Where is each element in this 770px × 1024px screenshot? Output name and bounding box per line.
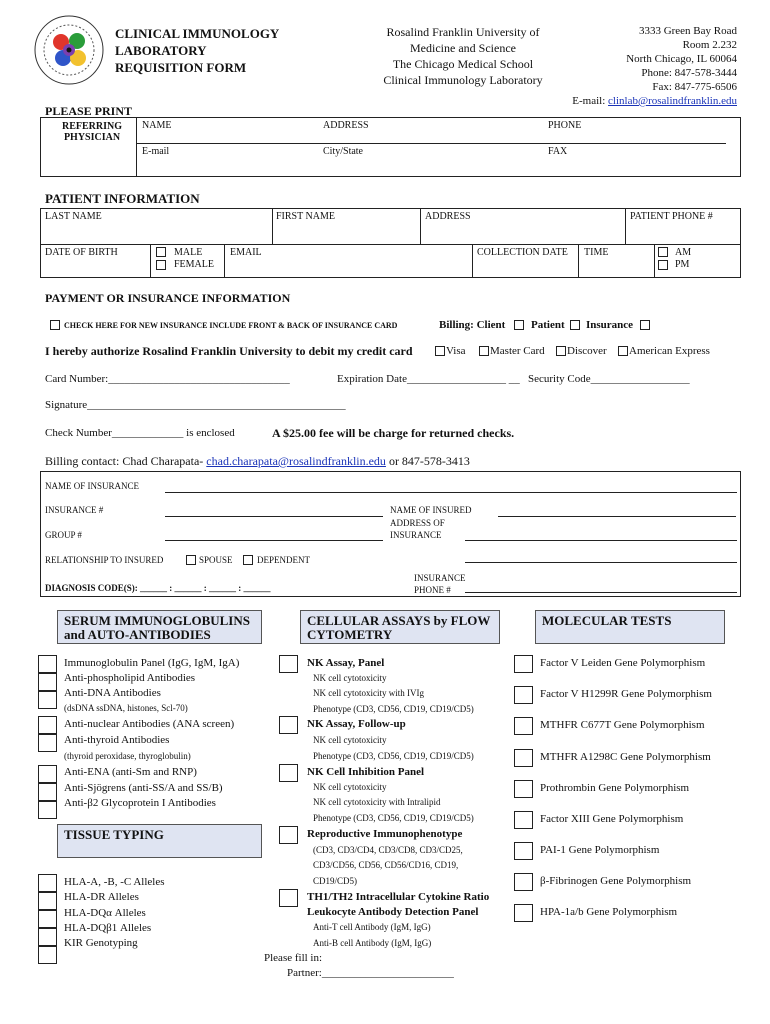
molecular-checkbox[interactable] — [514, 686, 533, 704]
pm-label: PM — [675, 259, 690, 270]
test-note: (dsDNA ssDNA, histones, Scl-70) — [64, 703, 188, 713]
billing-contact: Billing contact: Chad Charapata- chad.charapata@rosalindfranklin.edu or 847-578-3413 — [45, 454, 470, 468]
test-item: TH1/TH2 Intracellular Cytokine Ratio — [307, 891, 490, 903]
test-item: Factor XIII Gene Polymorphism — [540, 813, 684, 825]
test-item: Anti-β2 Glycoprotein I Antibodies — [64, 797, 216, 809]
nk-inhibition-checkbox[interactable] — [279, 764, 298, 782]
physician-fax-field[interactable]: FAX — [548, 146, 568, 157]
serum-group2-checkbox-b[interactable] — [38, 734, 57, 752]
molecular-checkbox[interactable] — [514, 655, 533, 673]
dependent-label: DEPENDENT — [257, 555, 310, 565]
amex-label: American Express — [629, 345, 710, 357]
patient-heading: PATIENT INFORMATION — [45, 191, 200, 206]
molecular-checkbox[interactable] — [514, 873, 533, 891]
spouse-label: SPOUSE — [199, 555, 233, 565]
test-note: Phenotype (CD3, CD56, CD19, CD19/CD5) — [313, 813, 474, 823]
new-insurance-checkbox[interactable] — [50, 320, 60, 330]
discover-label: Discover — [567, 345, 607, 357]
test-note: (CD3, CD3/CD4, CD3/CD8, CD3/CD25, — [313, 845, 463, 855]
female-label: FEMALE — [174, 259, 214, 270]
tissue-checkbox-a[interactable] — [38, 874, 57, 892]
patient-last-name-field[interactable]: LAST NAME — [45, 211, 102, 222]
pm-checkbox[interactable] — [658, 260, 668, 270]
molecular-checkbox[interactable] — [514, 811, 533, 829]
test-item: KIR Genotyping — [64, 937, 138, 949]
test-note: CD3/CD56, CD56, CD56/CD16, CD19, — [313, 860, 459, 870]
dependent-checkbox[interactable] — [243, 555, 253, 565]
molecular-checkbox[interactable] — [514, 842, 533, 860]
university-logo — [33, 14, 105, 86]
collection-date-field[interactable]: COLLECTION DATE — [477, 247, 568, 258]
test-item: Anti-Sjögrens (anti-SS/A and SS/B) — [64, 782, 223, 794]
billing-client-label: Billing: Client — [439, 319, 506, 331]
check-number-field[interactable]: Check Number_____________ is enclosed — [45, 427, 235, 439]
test-item: Anti-phospholipid Antibodies — [64, 672, 196, 684]
test-item: Anti-DNA Antibodies — [64, 687, 161, 699]
molecular-checkbox[interactable] — [514, 717, 533, 735]
billing-patient-label: Patient — [531, 319, 565, 331]
nk-followup-checkbox[interactable] — [279, 716, 298, 734]
insurance-number-field[interactable]: INSURANCE # — [45, 505, 104, 515]
security-code-field[interactable]: Security Code__________________ — [528, 373, 690, 385]
test-item: NK Assay, Panel — [307, 657, 385, 669]
test-item: HLA-A, -B, -C Alleles — [64, 876, 165, 888]
address-of-insurance-field[interactable]: ADDRESS OF INSURANCE — [390, 518, 445, 540]
tissue-checkbox-c[interactable] — [38, 910, 57, 928]
patient-dob-field[interactable]: DATE OF BIRTH — [45, 247, 118, 258]
expiration-field[interactable]: Expiration Date__________________ __ — [337, 373, 520, 385]
diagnosis-codes-field[interactable]: DIAGNOSIS CODE(S): ______ : ______ : ______ : ______ — [45, 583, 271, 593]
referring-physician-label: REFERRING PHYSICIAN — [62, 121, 123, 143]
test-note: NK cell cytotoxicity — [313, 673, 387, 683]
physician-email-field[interactable]: E-mail — [142, 146, 170, 157]
physician-address-field[interactable]: ADDRESS — [323, 120, 369, 131]
returned-check-fee: A $25.00 fee will be charge for returned checks. — [272, 426, 515, 440]
molecular-heading: MOLECULAR TESTS — [535, 610, 725, 644]
billing-patient-checkbox[interactable] — [570, 320, 580, 330]
test-note: NK cell cytotoxicity with Intralipid — [313, 797, 441, 807]
test-note: Anti-B cell Antibody (IgM, IgG) — [313, 938, 432, 948]
test-item: Immunoglobulin Panel (IgG, IgM, IgA) — [64, 657, 240, 669]
test-item: MTHFR A1298C Gene Polymorphism — [540, 751, 711, 763]
patient-address-field[interactable]: ADDRESS — [425, 211, 471, 222]
test-item: HLA-DQβ1 Alleles — [64, 922, 152, 934]
test-item: HLA-DR Alleles — [64, 891, 139, 903]
insurance-phone-field[interactable]: INSURANCE PHONE # — [414, 573, 466, 595]
test-item: Prothrombin Gene Polymorphism — [540, 782, 690, 794]
test-note: Phenotype (CD3, CD56, CD19, CD19/CD5) — [313, 704, 474, 714]
test-item: HLA-DQα Alleles — [64, 907, 146, 919]
serum-group3-checkbox-a[interactable] — [38, 765, 57, 783]
molecular-checkbox[interactable] — [514, 780, 533, 798]
test-item: MTHFR C677T Gene Polymorphism — [540, 719, 705, 731]
am-checkbox[interactable] — [658, 247, 668, 257]
test-item: NK Assay, Follow-up — [307, 718, 406, 730]
am-label: AM — [675, 247, 692, 258]
female-checkbox[interactable] — [156, 260, 166, 270]
billing-client-checkbox[interactable] — [514, 320, 524, 330]
mastercard-label: Master Card — [490, 345, 545, 357]
lab-address: 3333 Green Bay Road Room 2.232 North Chicago, IL 60064 Phone: 847-578-3444 Fax: 847-775-6506 E-mail: clinlab@rosalindfranklin.edu — [572, 25, 737, 107]
patient-first-name-field[interactable]: FIRST NAME — [276, 211, 335, 222]
billing-insurance-label: Insurance — [586, 319, 634, 331]
test-note: NK cell cytotoxicity — [313, 782, 387, 792]
spouse-checkbox[interactable] — [186, 555, 196, 565]
billing-insurance-checkbox[interactable] — [640, 320, 650, 330]
male-checkbox[interactable] — [156, 247, 166, 257]
card-number-field[interactable]: Card Number:_________________________________ — [45, 373, 290, 385]
physician-phone-field[interactable]: PHONE — [548, 120, 582, 131]
repro-checkbox[interactable] — [279, 826, 298, 844]
institution-block: Rosalind Franklin University of Medicine and Science The Chicago Medical School Clinical Immunology Laboratory — [383, 25, 543, 87]
test-item: Anti-thyroid Antibodies — [64, 734, 170, 746]
please-print: PLEASE PRINT — [45, 104, 133, 118]
time-field[interactable]: TIME — [584, 247, 609, 258]
patient-phone-field[interactable]: PATIENT PHONE # — [630, 211, 713, 222]
cellular-heading: CELLULAR ASSAYS by FLOW CYTOMETRY — [300, 610, 500, 644]
molecular-checkbox[interactable] — [514, 749, 533, 767]
relationship-label: RELATIONSHIP TO INSURED — [45, 555, 164, 565]
authorize-statement: I hereby authorize Rosalind Franklin University to debit my credit card — [45, 344, 413, 358]
test-note: NK cell cytotoxicity — [313, 735, 387, 745]
nk-panel-checkbox[interactable] — [279, 655, 298, 673]
payment-heading: PAYMENT OR INSURANCE INFORMATION — [45, 291, 291, 305]
partner-field[interactable]: Partner:________________________ — [287, 967, 454, 979]
physician-city-field[interactable]: City/State — [323, 146, 363, 157]
fill-in-label: Please fill in: — [264, 952, 323, 964]
amex-checkbox[interactable] — [618, 346, 628, 356]
serum-group3-checkbox-c[interactable] — [38, 801, 57, 819]
serum-group2-checkbox-a[interactable] — [38, 716, 57, 734]
th-ratio-checkbox[interactable] — [279, 889, 298, 907]
signature-field[interactable]: Signature_______________________________________________ — [45, 399, 346, 411]
serum-group1-checkbox-b[interactable] — [38, 673, 57, 691]
test-note: Phenotype (CD3, CD56, CD19, CD19/CD5) — [313, 751, 474, 761]
male-label: MALE — [174, 247, 203, 258]
test-item: HPA-1a/b Gene Polymorphism — [540, 906, 678, 918]
group-number-field[interactable]: GROUP # — [45, 530, 82, 540]
patient-email-field[interactable]: EMAIL — [230, 247, 262, 258]
new-insurance-label: CHECK HERE FOR NEW INSURANCE INCLUDE FRONT & BACK OF INSURANCE CARD — [64, 321, 398, 330]
insurance-name-field[interactable]: NAME OF INSURANCE — [45, 481, 140, 491]
serum-heading: SERUM IMMUNOGLOBULINS and AUTO-ANTIBODIES — [57, 610, 262, 644]
tissue-checkbox-e[interactable] — [38, 946, 57, 964]
tissue-checkbox-d[interactable] — [38, 928, 57, 946]
test-note: CD19/CD5) — [313, 876, 358, 886]
tissue-heading: TISSUE TYPING — [57, 824, 262, 858]
visa-label: Visa — [446, 345, 466, 357]
test-item: Factor V Leiden Gene Polymorphism — [540, 657, 706, 669]
test-item: β-Fibrinogen Gene Polymorphism — [540, 875, 692, 887]
discover-checkbox[interactable] — [556, 346, 566, 356]
molecular-checkbox[interactable] — [514, 904, 533, 922]
serum-group3-checkbox-b[interactable] — [38, 783, 57, 801]
serum-group1-checkbox-c[interactable] — [38, 691, 57, 709]
test-item: Anti-nuclear Antibodies (ANA screen) — [64, 718, 235, 730]
tissue-checkbox-b[interactable] — [38, 892, 57, 910]
mastercard-checkbox[interactable] — [479, 346, 489, 356]
lab-email-link[interactable]: clinlab@rosalindfranklin.edu — [608, 95, 737, 107]
test-item: Leukocyte Antibody Detection Panel — [307, 906, 479, 918]
test-item: Reproductive Immunophenotype — [307, 828, 463, 840]
form-title: CLINICAL IMMUNOLOGY LABORATORY REQUISITION FORM — [115, 26, 280, 75]
serum-group1-checkbox-a[interactable] — [38, 655, 57, 673]
name-of-insured-field[interactable]: NAME OF INSURED — [390, 505, 472, 515]
physician-name-field[interactable]: NAME — [142, 120, 172, 131]
test-item: Anti-ENA (anti-Sm and RNP) — [64, 766, 197, 778]
test-note: Anti-T cell Antibody (IgM, IgG) — [313, 922, 431, 932]
test-note: NK cell cytotoxicity with IVIg — [313, 688, 424, 698]
visa-checkbox[interactable] — [435, 346, 445, 356]
test-item: PAI-1 Gene Polymorphism — [540, 844, 660, 856]
billing-email-link[interactable]: chad.charapata@rosalindfranklin.edu — [206, 454, 386, 468]
test-item: NK Cell Inhibition Panel — [307, 766, 425, 778]
test-note: (thyroid peroxidase, thyroglobulin) — [64, 751, 191, 761]
test-item: Factor V H1299R Gene Polymorphism — [540, 688, 712, 700]
